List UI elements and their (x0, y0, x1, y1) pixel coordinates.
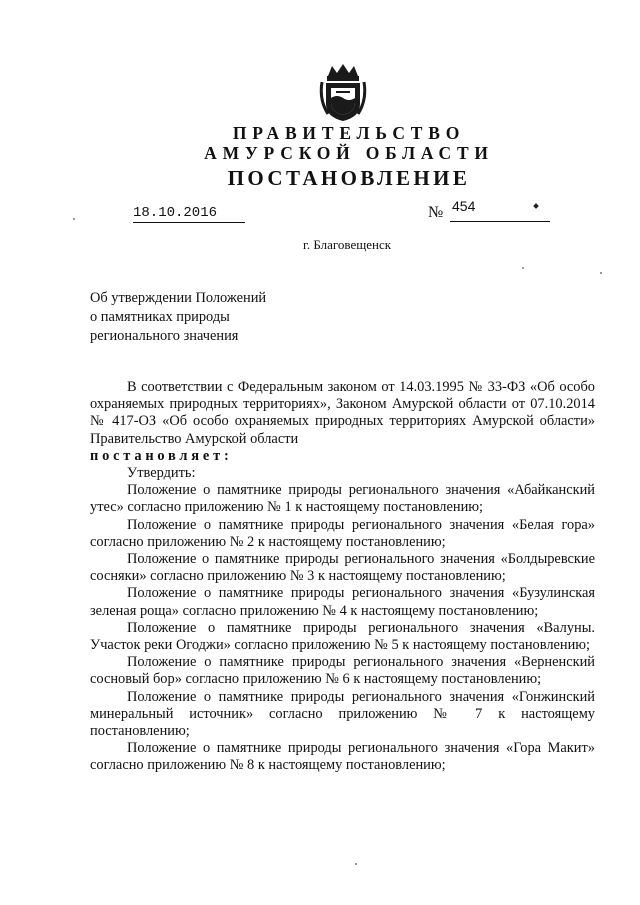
list-item: Положение о памятнике природы регионального значения «Болдыревские сосняки» согласно приложению № 3 к настоящему постановлению; (90, 551, 595, 585)
list-item: Положение о памятнике природы регионального значения «Валуны. Участок реки Огоджи» согласно приложению № 5 к настоящему постановлению; (90, 619, 595, 654)
document-number: 454 (452, 198, 476, 214)
ink-mark (533, 203, 539, 209)
number-label: № (428, 204, 444, 221)
list-item: Положение о памятнике природы регионального значения «Верненский сосновый бор» согласно приложению № 6 к настоящему постановлению; (90, 654, 595, 688)
organization-line-1: ПРАВИТЕЛЬСТВО (232, 123, 466, 143)
number-underline (450, 221, 550, 222)
subject-line: регионального значения (90, 328, 239, 344)
approve-line: Утвердить: (127, 465, 196, 482)
subject-line: о памятниках природы (90, 309, 230, 325)
scan-speck (355, 863, 357, 865)
document-body (90, 379, 595, 775)
scan-speck (73, 218, 75, 220)
list-item: Положение о памятнике природы регионального значения «Гора Макит» согласно приложению № 8 к настоящему постановлению; (90, 740, 595, 774)
list-item: Положение о памятнике природы регионального значения «Гонжинский минеральный источник» согласно приложению № 7 к настоящему постановлению; (90, 688, 595, 740)
scan-speck (522, 267, 524, 269)
document-subject (90, 289, 266, 346)
document-type-title: ПОСТАНОВЛЕНИЕ (227, 166, 471, 190)
list-item: Положение о памятнике природы регионального значения «Белая гора» согласно приложению № 2 к настоящему постановлению; (90, 516, 595, 550)
scan-speck (600, 272, 602, 274)
coat-of-arms-icon (318, 62, 368, 122)
decree-word: постановляет: (90, 447, 233, 464)
list-item: Положение о памятнике природы регионального значения «Бузулинская зеленая роща» согласно приложению № 4 к настоящему постановлению; (90, 585, 595, 619)
subject-line: Об утверждении Положений (90, 290, 267, 306)
document-date: 18.10.2016 (133, 205, 245, 223)
list-item: Положение о памятнике природы регионального значения «Абайканский утес» согласно приложению № 1 к настоящему постановлению; (90, 482, 595, 516)
organization-line-2: АМУРСКОЙ ОБЛАСТИ (204, 143, 494, 163)
preamble-paragraph: В соответствии с Федеральным законом от 14.03.1995 № 33-ФЗ «Об особо охраняемых природных территориях», Законом Амурской области от 07.10.2014 № 417-ОЗ «Об особо охраняемых природных территориях Амурской области» Правительство Амурской области (90, 379, 595, 447)
city-name: г. Благовещенск (302, 237, 392, 252)
